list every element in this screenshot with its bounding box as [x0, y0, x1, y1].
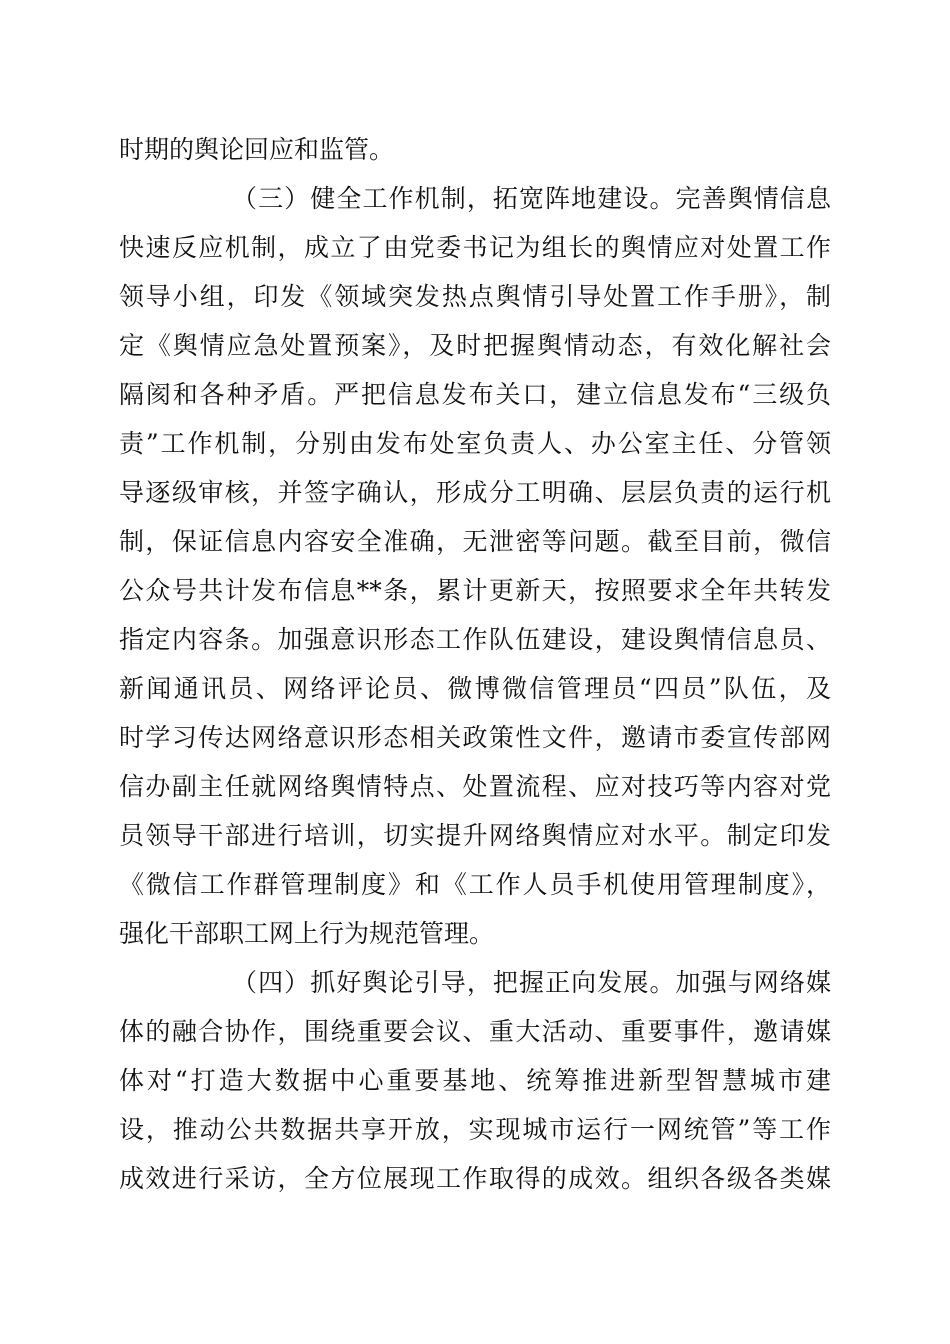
- text-line: 快速反应机制，成立了由党委书记为组长的舆情应对处置工作: [119, 233, 831, 262]
- text-line: 定《舆情应急处置预案》，及时把握舆情动态，有效化解社会: [119, 331, 831, 360]
- text-line: 设，推动公共数据共享开放，实现城市运行一网统管”等工作: [119, 1115, 831, 1144]
- text-line: 时期的舆论回应和监管。: [119, 135, 395, 164]
- text-line: 成效进行采访，全方位展现工作取得的成效。组织各级各类媒: [119, 1164, 831, 1193]
- text-line: 新闻通讯员、网络评论员、微博微信管理员“四员”队伍，及: [119, 674, 831, 703]
- text-line: 《微信工作群管理制度》和《工作人员手机使用管理制度》，: [119, 870, 831, 899]
- text-line: 隔阂和各种矛盾。严把信息发布关口，建立信息发布“三级负: [119, 380, 831, 409]
- text-line: 体对“打造大数据中心重要基地、统筹推进新型智慧城市建: [119, 1066, 831, 1095]
- text-line: 公众号共计发布信息**条，累计更新天，按照要求全年共转发: [119, 576, 831, 605]
- text-line: 制，保证信息内容安全准确，无泄密等问题。截至目前，微信: [119, 527, 831, 556]
- text-line: 强化干部职工网上行为规范管理。: [119, 919, 495, 948]
- text-line: 导逐级审核，并签字确认，形成分工明确、层层负责的运行机: [119, 478, 831, 507]
- text-line: 时学习传达网络意识形态相关政策性文件，邀请市委宣传部网: [119, 723, 831, 752]
- text-line: 领导小组，印发《领域突发热点舆情引导处置工作手册》，制: [119, 282, 831, 311]
- text-line: 责”工作机制，分别由发布处室负责人、办公室主任、分管领: [119, 429, 831, 458]
- text-line: 员领导干部进行培训，切实提升网络舆情应对水平。制定印发: [119, 821, 831, 850]
- text-line: 指定内容条。加强意识形态工作队伍建设，建设舆情信息员、: [119, 625, 831, 654]
- section-heading-line: （三）健全工作机制，拓宽阵地建设。完善舆情信息: [232, 184, 831, 213]
- text-line: 信办副主任就网络舆情特点、处置流程、应对技巧等内容对党: [119, 772, 831, 801]
- text-line: 体的融合协作，围绕重要会议、重大活动、重要事件，邀请媒: [119, 1017, 831, 1046]
- section-heading-line: （四）抓好舆论引导，把握正向发展。加强与网络媒: [232, 968, 831, 997]
